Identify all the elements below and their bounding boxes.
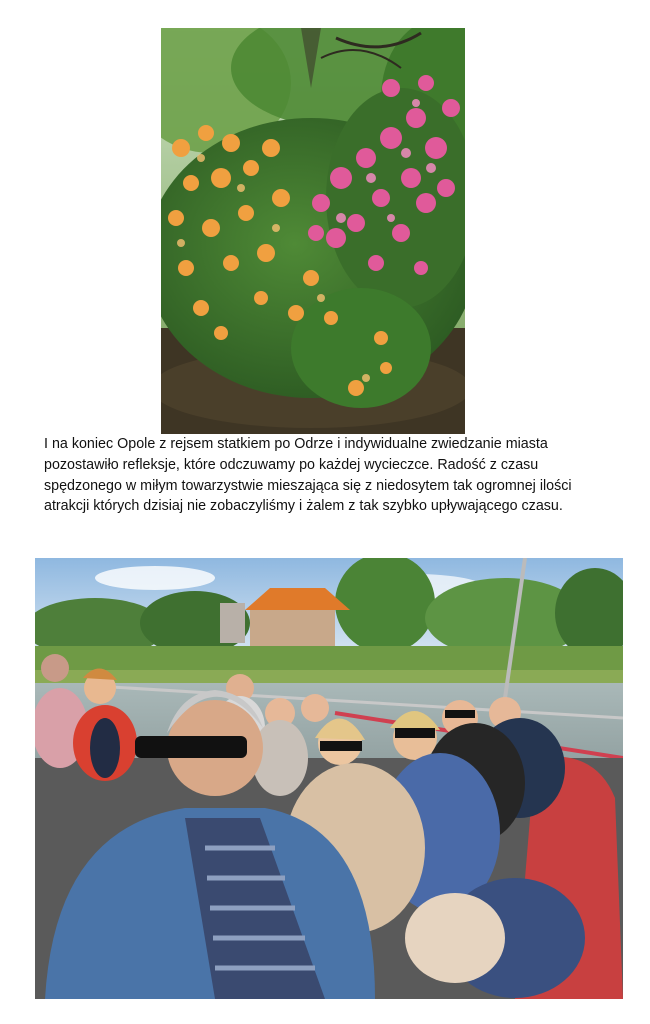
article-paragraph [44,434,634,517]
boat-cruise-group-photo [35,558,623,999]
paragraph-line: atrakcji których dzisiaj nie zobaczyliśmy i żalem z tak szybko upływającego czasu. [44,498,563,515]
boat-cruise-group-image [35,558,623,999]
paragraph-line: pozostawiło refleksje, które odczuwamy po każdej wycieczce. Radość z czasu [44,456,539,473]
paragraph-line: spędzonego w miłym towarzystwie mieszająca się z niedosytem tak ogromnej ilości [44,477,572,494]
paragraph-line: I na koniec Opole z rejsem statkiem po Odrze i indywidualne zwiedzanie miasta [44,436,548,452]
azalea-photo [161,28,465,434]
azalea-photo-image [161,28,465,434]
